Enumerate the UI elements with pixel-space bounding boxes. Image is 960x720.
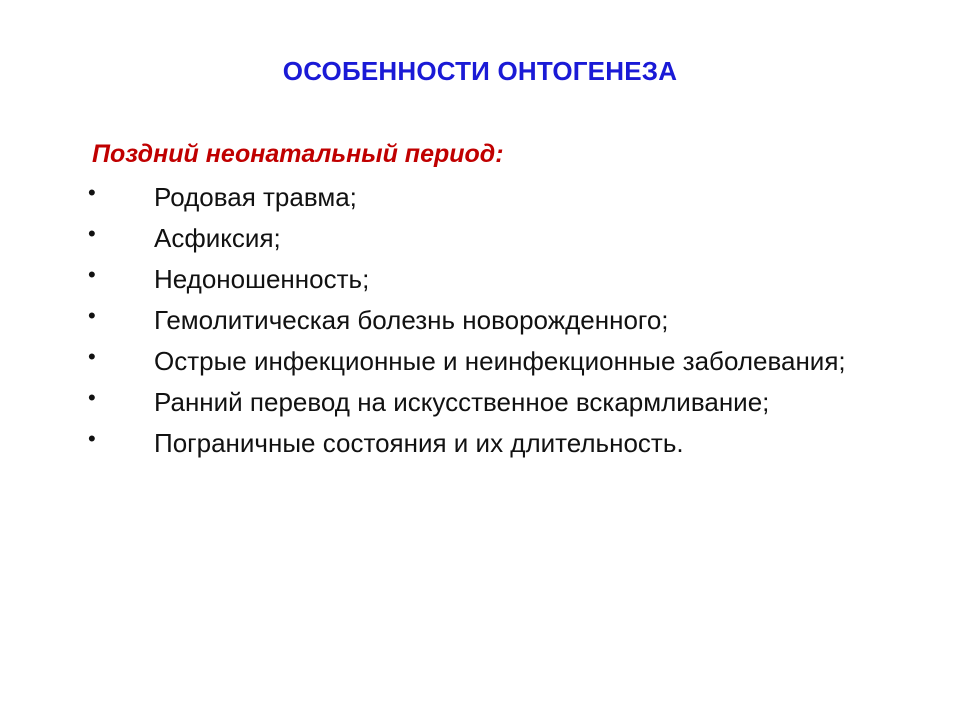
list-item <box>0 180 960 214</box>
section-subtitle: Поздний неонатальный период: <box>92 140 504 168</box>
bullet-icon: • <box>88 262 96 287</box>
bullet-icon: • <box>88 426 96 451</box>
list-item <box>0 426 960 460</box>
list-item-text: Родовая травма; <box>154 182 357 212</box>
bullet-icon: • <box>88 221 96 246</box>
list-item <box>0 303 960 337</box>
bullet-icon: • <box>88 344 96 369</box>
list-item-text: Острые инфекционные и неинфекционные заболевания; <box>154 346 846 376</box>
bullet-icon: • <box>88 180 96 205</box>
bullet-icon: • <box>88 385 96 410</box>
list-item <box>0 262 960 296</box>
bullet-list <box>0 180 960 467</box>
slide-title: ОСОБЕННОСТИ ОНТОГЕНЕЗА <box>282 56 678 86</box>
list-item-text: Ранний перевод на искусственное вскармливание; <box>154 387 770 417</box>
list-item <box>0 344 960 378</box>
list-item-text: Недоношенность; <box>154 264 370 294</box>
list-item-text: Пограничные состояния и их длительность. <box>154 428 684 458</box>
list-item-text: Гемолитическая болезнь новорожденного; <box>154 305 669 335</box>
list-item <box>0 385 960 419</box>
list-item-text: Асфиксия; <box>154 223 281 253</box>
list-item <box>0 221 960 255</box>
bullet-icon: • <box>88 303 96 328</box>
